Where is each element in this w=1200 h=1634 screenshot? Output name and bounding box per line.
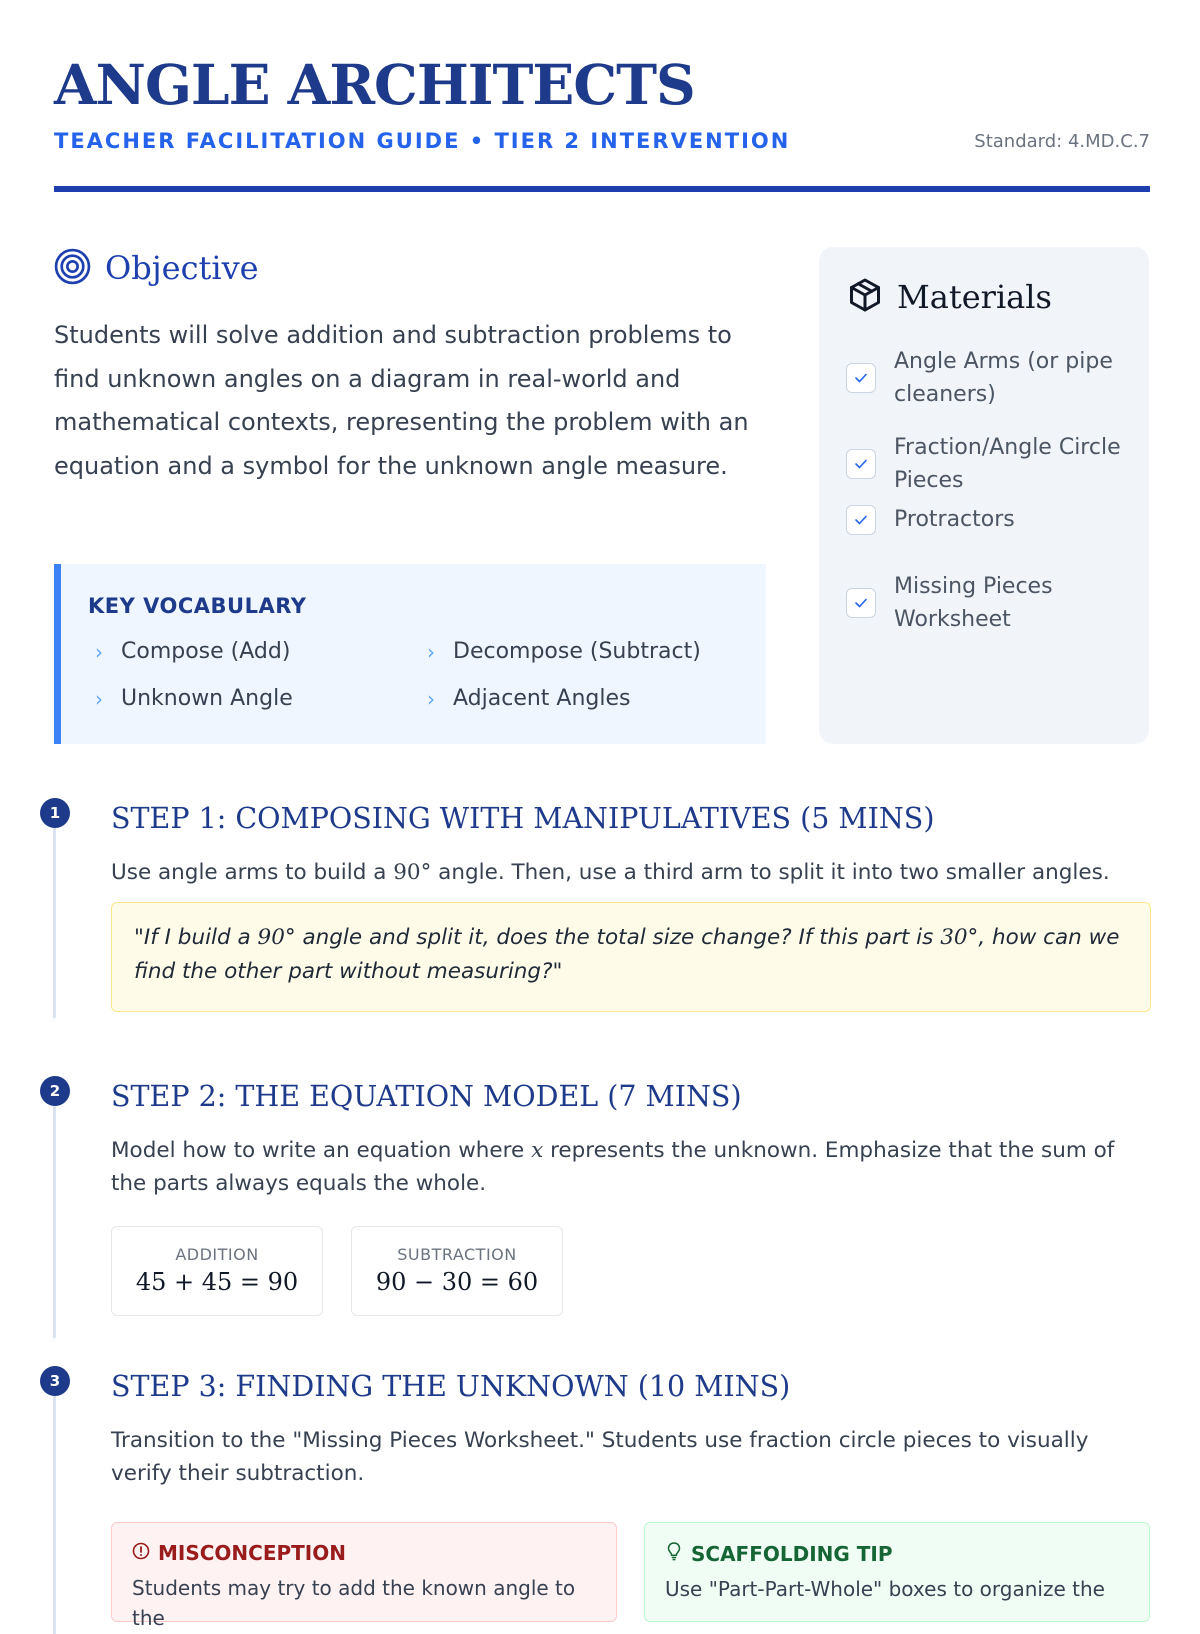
page-header xyxy=(54,52,1150,153)
vocab-term: Adjacent Angles xyxy=(453,686,631,711)
equation-label: SUBTRACTION xyxy=(397,1245,517,1264)
step-2 xyxy=(40,1076,1150,1320)
lightbulb-icon xyxy=(665,1541,683,1566)
materials-panel xyxy=(819,247,1149,744)
objective-title: Objective xyxy=(105,249,259,287)
alert-circle-icon xyxy=(132,1541,150,1565)
check-icon xyxy=(854,457,868,471)
objective-section xyxy=(54,248,766,488)
objective-text: Students will solve addition and subtraction problems to find unknown angles on a diagram in real-world and mathematical contexts, representing the problem with an equation and a symbol for the unknown angle measure. xyxy=(54,321,749,480)
material-checkbox[interactable] xyxy=(846,588,876,618)
vocabulary-box xyxy=(54,564,766,744)
step-title: STEP 1: COMPOSING WITH MANIPULATIVES (5 MINS) xyxy=(111,802,935,835)
material-item[interactable] xyxy=(846,503,1136,536)
tip-title: SCAFFOLDING TIP xyxy=(691,1541,893,1566)
chevron-right-icon: › xyxy=(427,686,435,711)
vocab-term: Decompose (Subtract) xyxy=(453,639,701,664)
material-label: Angle Arms (or pipe cleaners) xyxy=(894,349,1113,407)
material-item[interactable] xyxy=(846,570,1136,636)
material-checkbox[interactable] xyxy=(846,449,876,479)
material-item[interactable] xyxy=(846,345,1136,411)
material-label: Missing Pieces Worksheet xyxy=(894,574,1053,632)
equation-label: ADDITION xyxy=(175,1245,259,1264)
page-subtitle: TEACHER FACILITATION GUIDE • TIER 2 INTERVENTION xyxy=(54,129,791,153)
materials-header xyxy=(847,277,1052,317)
step-1 xyxy=(40,798,1150,1020)
step-number-badge: 1 xyxy=(40,798,70,828)
material-checkbox[interactable] xyxy=(846,363,876,393)
step-title: STEP 3: FINDING THE UNKNOWN (10 MINS) xyxy=(111,1370,791,1403)
check-icon xyxy=(854,371,868,385)
equation-box-addition xyxy=(111,1226,323,1316)
step-3 xyxy=(40,1366,1150,1630)
vocab-term: Unknown Angle xyxy=(121,686,293,711)
vocab-term: Compose (Add) xyxy=(121,639,291,664)
material-checkbox[interactable] xyxy=(846,505,876,535)
vocab-item xyxy=(421,686,630,711)
step-connector xyxy=(53,1394,56,1634)
materials-title: Materials xyxy=(897,278,1052,316)
check-icon xyxy=(854,596,868,610)
step-description: Use angle arms to build a 90° angle. Then, use a third arm to split it into two smaller angles. xyxy=(111,860,1110,885)
box-icon xyxy=(847,277,883,317)
equation-box-subtraction xyxy=(351,1226,563,1316)
step-number-badge: 2 xyxy=(40,1076,70,1106)
chevron-right-icon: › xyxy=(427,639,435,664)
step-description: Model how to write an equation where x represents the unknown. Emphasize that the sum of the parts always equals the whole. xyxy=(111,1138,1115,1196)
material-label: Fraction/Angle Circle Pieces xyxy=(894,435,1121,493)
teacher-prompt-quote: "If I build a 90° angle and split it, does the total size change? If this part is 30°, how can we find the other part without measuring?" xyxy=(111,902,1151,1012)
misconception-text: Students may try to add the known angle to the xyxy=(132,1576,576,1630)
material-label: Protractors xyxy=(894,507,1015,532)
step-title: STEP 2: THE EQUATION MODEL (7 MINS) xyxy=(111,1080,742,1113)
vocab-item xyxy=(89,639,290,664)
chevron-right-icon: › xyxy=(95,686,103,711)
check-icon xyxy=(854,513,868,527)
equation-expression: 90 − 30 = 60 xyxy=(375,1268,539,1296)
step-connector xyxy=(53,826,56,1018)
step-description: Transition to the "Missing Pieces Worksheet." Students use fraction circle pieces to visually verify their subtraction. xyxy=(111,1428,1089,1486)
misconception-title: MISCONCEPTION xyxy=(158,1541,346,1565)
header-divider xyxy=(54,186,1150,192)
equation-expression: 45 + 45 = 90 xyxy=(135,1268,299,1296)
vocab-item xyxy=(89,686,293,711)
tip-header xyxy=(665,1541,1129,1566)
standard-label: Standard: 4.MD.C.7 xyxy=(974,131,1150,152)
material-item[interactable] xyxy=(846,431,1136,497)
objective-header xyxy=(54,248,766,288)
scaffolding-tip-callout xyxy=(644,1522,1150,1622)
step-connector xyxy=(53,1104,56,1338)
vocab-item xyxy=(421,639,701,664)
target-icon xyxy=(54,248,91,289)
vocabulary-title: KEY VOCABULARY xyxy=(88,594,307,618)
page-title: ANGLE ARCHITECTS xyxy=(54,52,695,117)
chevron-right-icon: › xyxy=(95,639,103,664)
tip-text: Use "Part-Part-Whole" boxes to organize the xyxy=(665,1577,1105,1601)
misconception-callout xyxy=(111,1522,617,1630)
step-number-badge: 3 xyxy=(40,1366,70,1396)
misconception-header xyxy=(132,1541,596,1565)
